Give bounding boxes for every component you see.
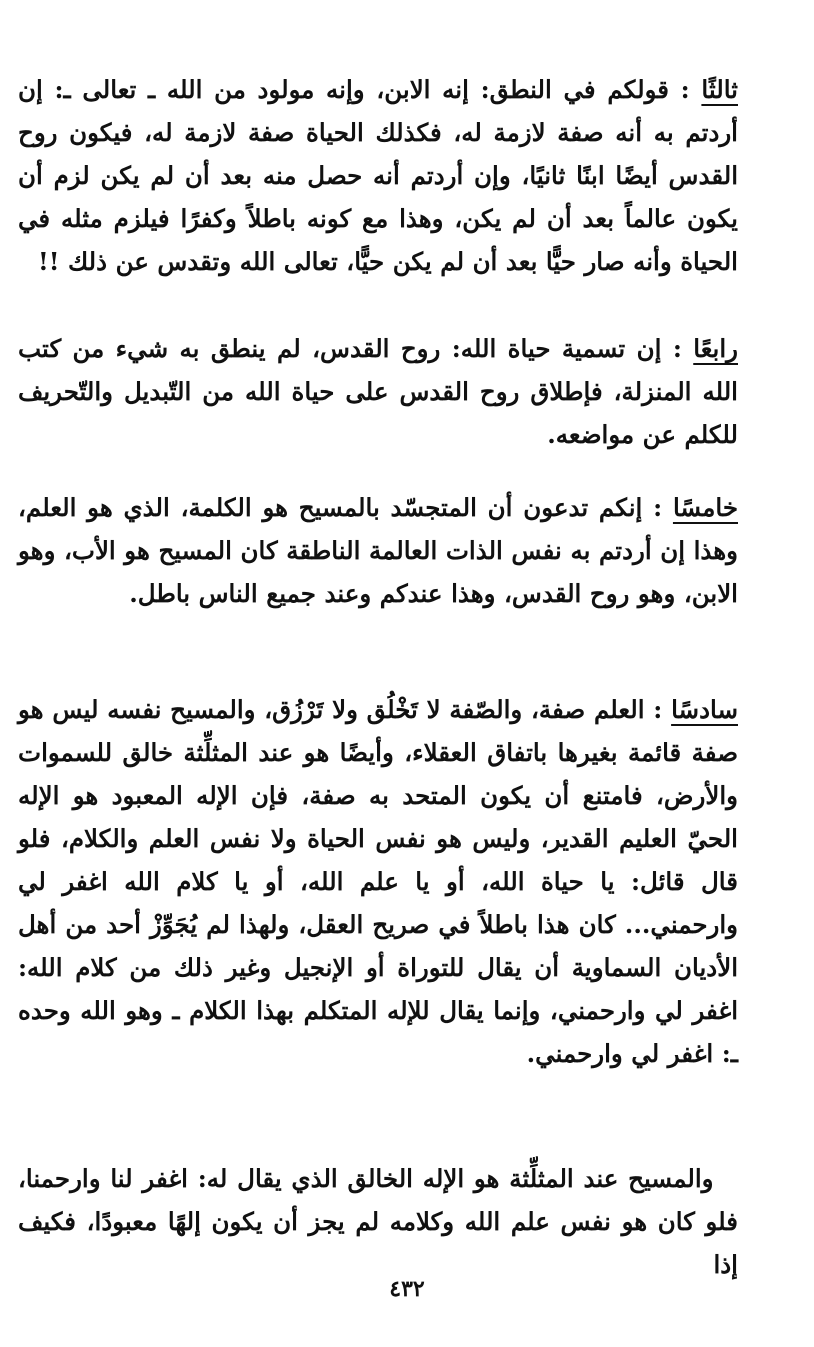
paragraph-body: : قولكم في النطق: إنه الابن، وإنه مولود من الله ـ تعالى ـ: إن أردتم به أنه صفة لازمة له، فكذلك الحياة صفة لازمة له، فيكون روح القدس أيضًا ابنًا ثانيًا، وإن أردتم أنه حصل منه بعد أن لم يكن لزم أن يكون عالماً بعد أن لم يكن، وهذا مع كونه باطلاً وكفرًا فيلزم مثله في الحياة وأنه صار حيًّا بعد أن لم يكن حيًّا، تعالى الله وتقدس عن ذلك !! bbox=[18, 75, 738, 276]
paragraph-body: والمسيح عند المثلِّثة هو الإله الخالق الذي يقال له: اغفر لنا وارحمنا، فلو كان هو نفس علم الله وكلامه لم يجز أن يكون إلهًا معبودًا، فكيف إذا bbox=[18, 1164, 738, 1279]
paragraph-fourth bbox=[18, 327, 738, 456]
paragraph-closing bbox=[18, 1157, 738, 1286]
paragraph-body: : العلم صفة، والصّفة لا تَخْلُق ولا تَرْزُق، والمسيح نفسه ليس هو صفة قائمة بغيرها باتفاق العقلاء، وأيضًا هو عند المثلِّثة خالق للسموات والأرض، فامتنع أن يكون المتحد به صفة، فإن الإله المعبود هو الإله الحيّ العليم القدير، وليس هو نفس الحياة ولا نفس العلم والكلام، فلو قال قائل: يا حياة الله، أو يا علم الله، أو يا كلام الله اغفر لي وارحمني... كان هذا باطلاً في صريح العقل، ولهذا لم يُجَوِّزْ أحد من أهل الأديان السماوية أن يقال للتوراة أو الإنجيل وغير ذلك من كلام الله: اغفر لي وارحمني، وإنما يقال للإله المتكلم بهذا الكلام ـ وهو الله وحده ـ: اغفر لي وارحمني. bbox=[18, 695, 738, 1068]
paragraph-body: : إن تسمية حياة الله: روح القدس، لم ينطق به شيء من كتب الله المنزلة، فإطلاق روح القدس على حياة الله من التّبديل والتّحريف للكلم عن مواضعه. bbox=[18, 334, 738, 449]
paragraph-lead-label: رابعًا bbox=[693, 334, 738, 363]
paragraph-fifth bbox=[18, 486, 738, 615]
page-number: ٤٣٢ bbox=[389, 1276, 425, 1302]
paragraph-lead-label: ثالثًا bbox=[701, 75, 738, 104]
paragraph-sixth bbox=[18, 688, 738, 1075]
paragraph-third bbox=[18, 68, 738, 283]
paragraph-body: : إنكم تدعون أن المتجسّد بالمسيح هو الكلمة، الذي هو العلم، وهذا إن أردتم به نفس الذات العالمة الناطقة كان المسيح هو الأب، وهو الابن، وهو روح القدس، وهذا عندكم وعند جميع الناس باطل. bbox=[18, 493, 738, 608]
paragraph-lead-label: سادسًا bbox=[671, 695, 738, 724]
paragraph-lead-label: خامسًا bbox=[672, 493, 738, 522]
